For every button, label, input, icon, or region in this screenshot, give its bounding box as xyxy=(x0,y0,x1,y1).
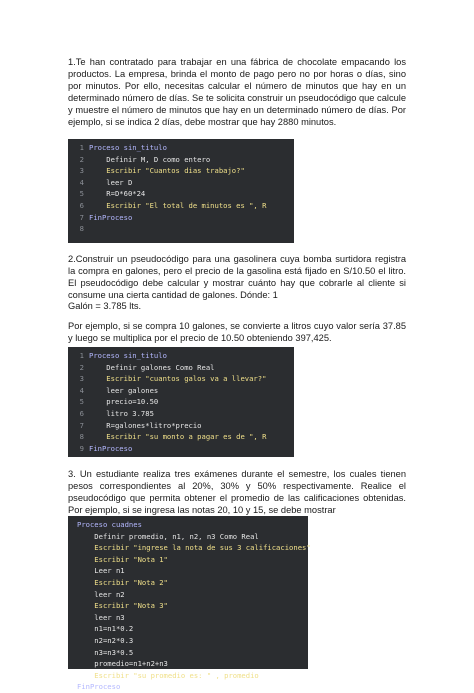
code-line xyxy=(68,589,308,601)
line-number xyxy=(68,658,77,670)
code-line xyxy=(68,635,308,647)
code-text: Proceso cuadnes xyxy=(77,520,142,529)
code-text: Definir M, D como entero xyxy=(89,154,211,164)
code-line xyxy=(68,431,294,443)
code-text: Escribir "su promedio es: " , promedio xyxy=(77,670,259,680)
code-line xyxy=(68,212,294,224)
code-text: n2=n2*0.3 xyxy=(77,635,134,645)
code-line xyxy=(68,554,308,566)
code-text: Definir galones Como Real xyxy=(89,362,215,372)
code-text: Escribir "Nota 3" xyxy=(77,601,168,611)
code-line xyxy=(68,565,308,577)
line-number xyxy=(68,623,77,635)
code-text: Leer n1 xyxy=(77,566,125,576)
code-text: leer n3 xyxy=(77,612,125,622)
code-line xyxy=(68,600,308,612)
line-number: 2 xyxy=(79,362,84,372)
problem-2-conversion: Galón = 3.785 lts. xyxy=(68,301,142,311)
line-number xyxy=(68,635,77,647)
code-text: R=galones*litro*precio xyxy=(89,420,202,430)
code-line xyxy=(68,519,308,531)
code-text xyxy=(89,223,294,235)
code-text: promedio=n1+n2+n3 xyxy=(77,659,168,669)
code-line xyxy=(68,165,294,177)
line-number: 2 xyxy=(79,154,84,164)
line-number xyxy=(68,589,77,601)
line-number: 7 xyxy=(79,212,84,222)
code-line xyxy=(68,408,294,420)
code-line xyxy=(68,623,308,635)
code-text: precio=10.50 xyxy=(89,397,159,407)
code-text: Proceso sin_titulo xyxy=(89,143,167,152)
line-number: 3 xyxy=(79,374,84,384)
line-number: 1 xyxy=(79,143,84,152)
line-number: 8 xyxy=(79,224,84,234)
code-line xyxy=(68,577,308,589)
code-text: Escribir "El total de minutos es ", R xyxy=(89,200,267,210)
code-text: Escribir "ingrese la nota de sus 3 calificaciones" xyxy=(77,543,311,553)
code-line xyxy=(68,223,294,235)
code-text: Definir promedio, n1, n2, n3 Como Real xyxy=(77,531,259,541)
code-text: n3=n3*0.5 xyxy=(77,647,134,657)
line-number xyxy=(68,647,77,659)
problem-1-text: 1.Te han contratado para trabajar en una fábrica de chocolate empacando los productos. La empresa, brinda el monto de pago pero no por horas o días, sino por minutos. Por ello, necesitas calcular el número de minutos que hay en un determinado número de días. Se te solicita construir un pseudocódigo que calcule y muestre el número de minutos que hay en un determinado número de días. Por ejemplo, si se indica 2 días, debe mostrar que hay 2880 minutos. xyxy=(68,57,406,128)
code-text: leer galones xyxy=(89,385,159,395)
line-number xyxy=(68,577,77,589)
line-number xyxy=(68,681,77,693)
line-number xyxy=(68,531,77,543)
code-text: Escribir "su monto a pagar es de ", R xyxy=(89,432,267,442)
line-number xyxy=(68,612,77,624)
code-line xyxy=(68,188,294,200)
code-line xyxy=(68,647,308,659)
line-number: 9 xyxy=(79,443,84,453)
problem-3-text: 3. Un estudiante realiza tres exámenes durante el semestre, los cuales tienen pesos correspondientes al 20%, 30% y 50% respectivamente. Realice el pseudocódigo que permita obtener el promedio de las calificaciones obtenidas. Por ejemplo, si se ingresa las notas 20, 10 y 15, se debe mostrar xyxy=(68,469,406,516)
problem-2-code-block xyxy=(68,347,294,457)
line-number: 6 xyxy=(79,408,84,418)
problem-3-code-block xyxy=(68,516,311,692)
code-line xyxy=(68,350,294,362)
line-number xyxy=(68,542,77,554)
code-text: Escribir "Nota 2" xyxy=(77,577,168,587)
code-text: leer n2 xyxy=(77,589,125,599)
code-text: FinProceso xyxy=(89,443,133,453)
code-line xyxy=(68,200,294,212)
line-number xyxy=(68,670,77,682)
line-number: 8 xyxy=(79,432,84,442)
code-text: R=D*60*24 xyxy=(89,189,146,199)
code-text: Proceso sin_titulo xyxy=(89,351,167,360)
code-text: Escribir "cuantos galos va a llevar?" xyxy=(89,374,267,384)
problem-2-text: 2.Construir un pseudocódigo para una gasolinera cuya bomba surtidora registra la compra en galones, pero el precio de la gasolina está fijado en S/10.50 el litro. El pseudocódigo debe calcular y mostrar cuánto hay que cobrarle al cliente si consume una cierta cantidad de galones. Dónde: 1 xyxy=(68,254,406,301)
line-number: 3 xyxy=(79,166,84,176)
line-number: 4 xyxy=(79,177,84,187)
code-line xyxy=(68,531,308,543)
code-line xyxy=(68,612,308,624)
code-text: FinProceso xyxy=(77,682,121,692)
code-line xyxy=(68,385,294,397)
code-line xyxy=(68,443,294,455)
line-number xyxy=(68,600,77,612)
code-text: Escribir "Nota 1" xyxy=(77,554,168,564)
line-number: 5 xyxy=(79,189,84,199)
code-text: Escribir "Cuantos dias trabajo?" xyxy=(89,166,245,176)
line-number xyxy=(68,554,77,566)
code-line xyxy=(68,542,311,554)
problem-1-code-block xyxy=(68,139,294,243)
line-number: 4 xyxy=(79,385,84,395)
code-line xyxy=(68,658,308,670)
code-text: n1=n1*0.2 xyxy=(77,624,134,634)
code-line xyxy=(68,420,294,432)
code-text: leer D xyxy=(89,177,133,187)
code-line xyxy=(68,154,294,166)
line-number xyxy=(68,565,77,577)
code-line xyxy=(68,142,294,154)
code-line xyxy=(68,681,308,693)
line-number: 1 xyxy=(79,351,84,360)
code-text: FinProceso xyxy=(89,212,133,222)
code-line xyxy=(68,373,294,385)
line-number xyxy=(68,519,77,531)
code-line xyxy=(68,670,308,682)
line-number: 7 xyxy=(79,420,84,430)
problem-2-example: Por ejemplo, si se compra 10 galones, se convierte a litros cuyo valor sería 37.85 y luego se multiplica por el precio de 10.50 obteniendo 397,425. xyxy=(68,321,406,344)
line-number: 5 xyxy=(79,397,84,407)
code-line xyxy=(68,362,294,374)
code-line xyxy=(68,177,294,189)
line-number: 6 xyxy=(79,200,84,210)
code-text: litro 3.785 xyxy=(89,408,154,418)
code-line xyxy=(68,396,294,408)
